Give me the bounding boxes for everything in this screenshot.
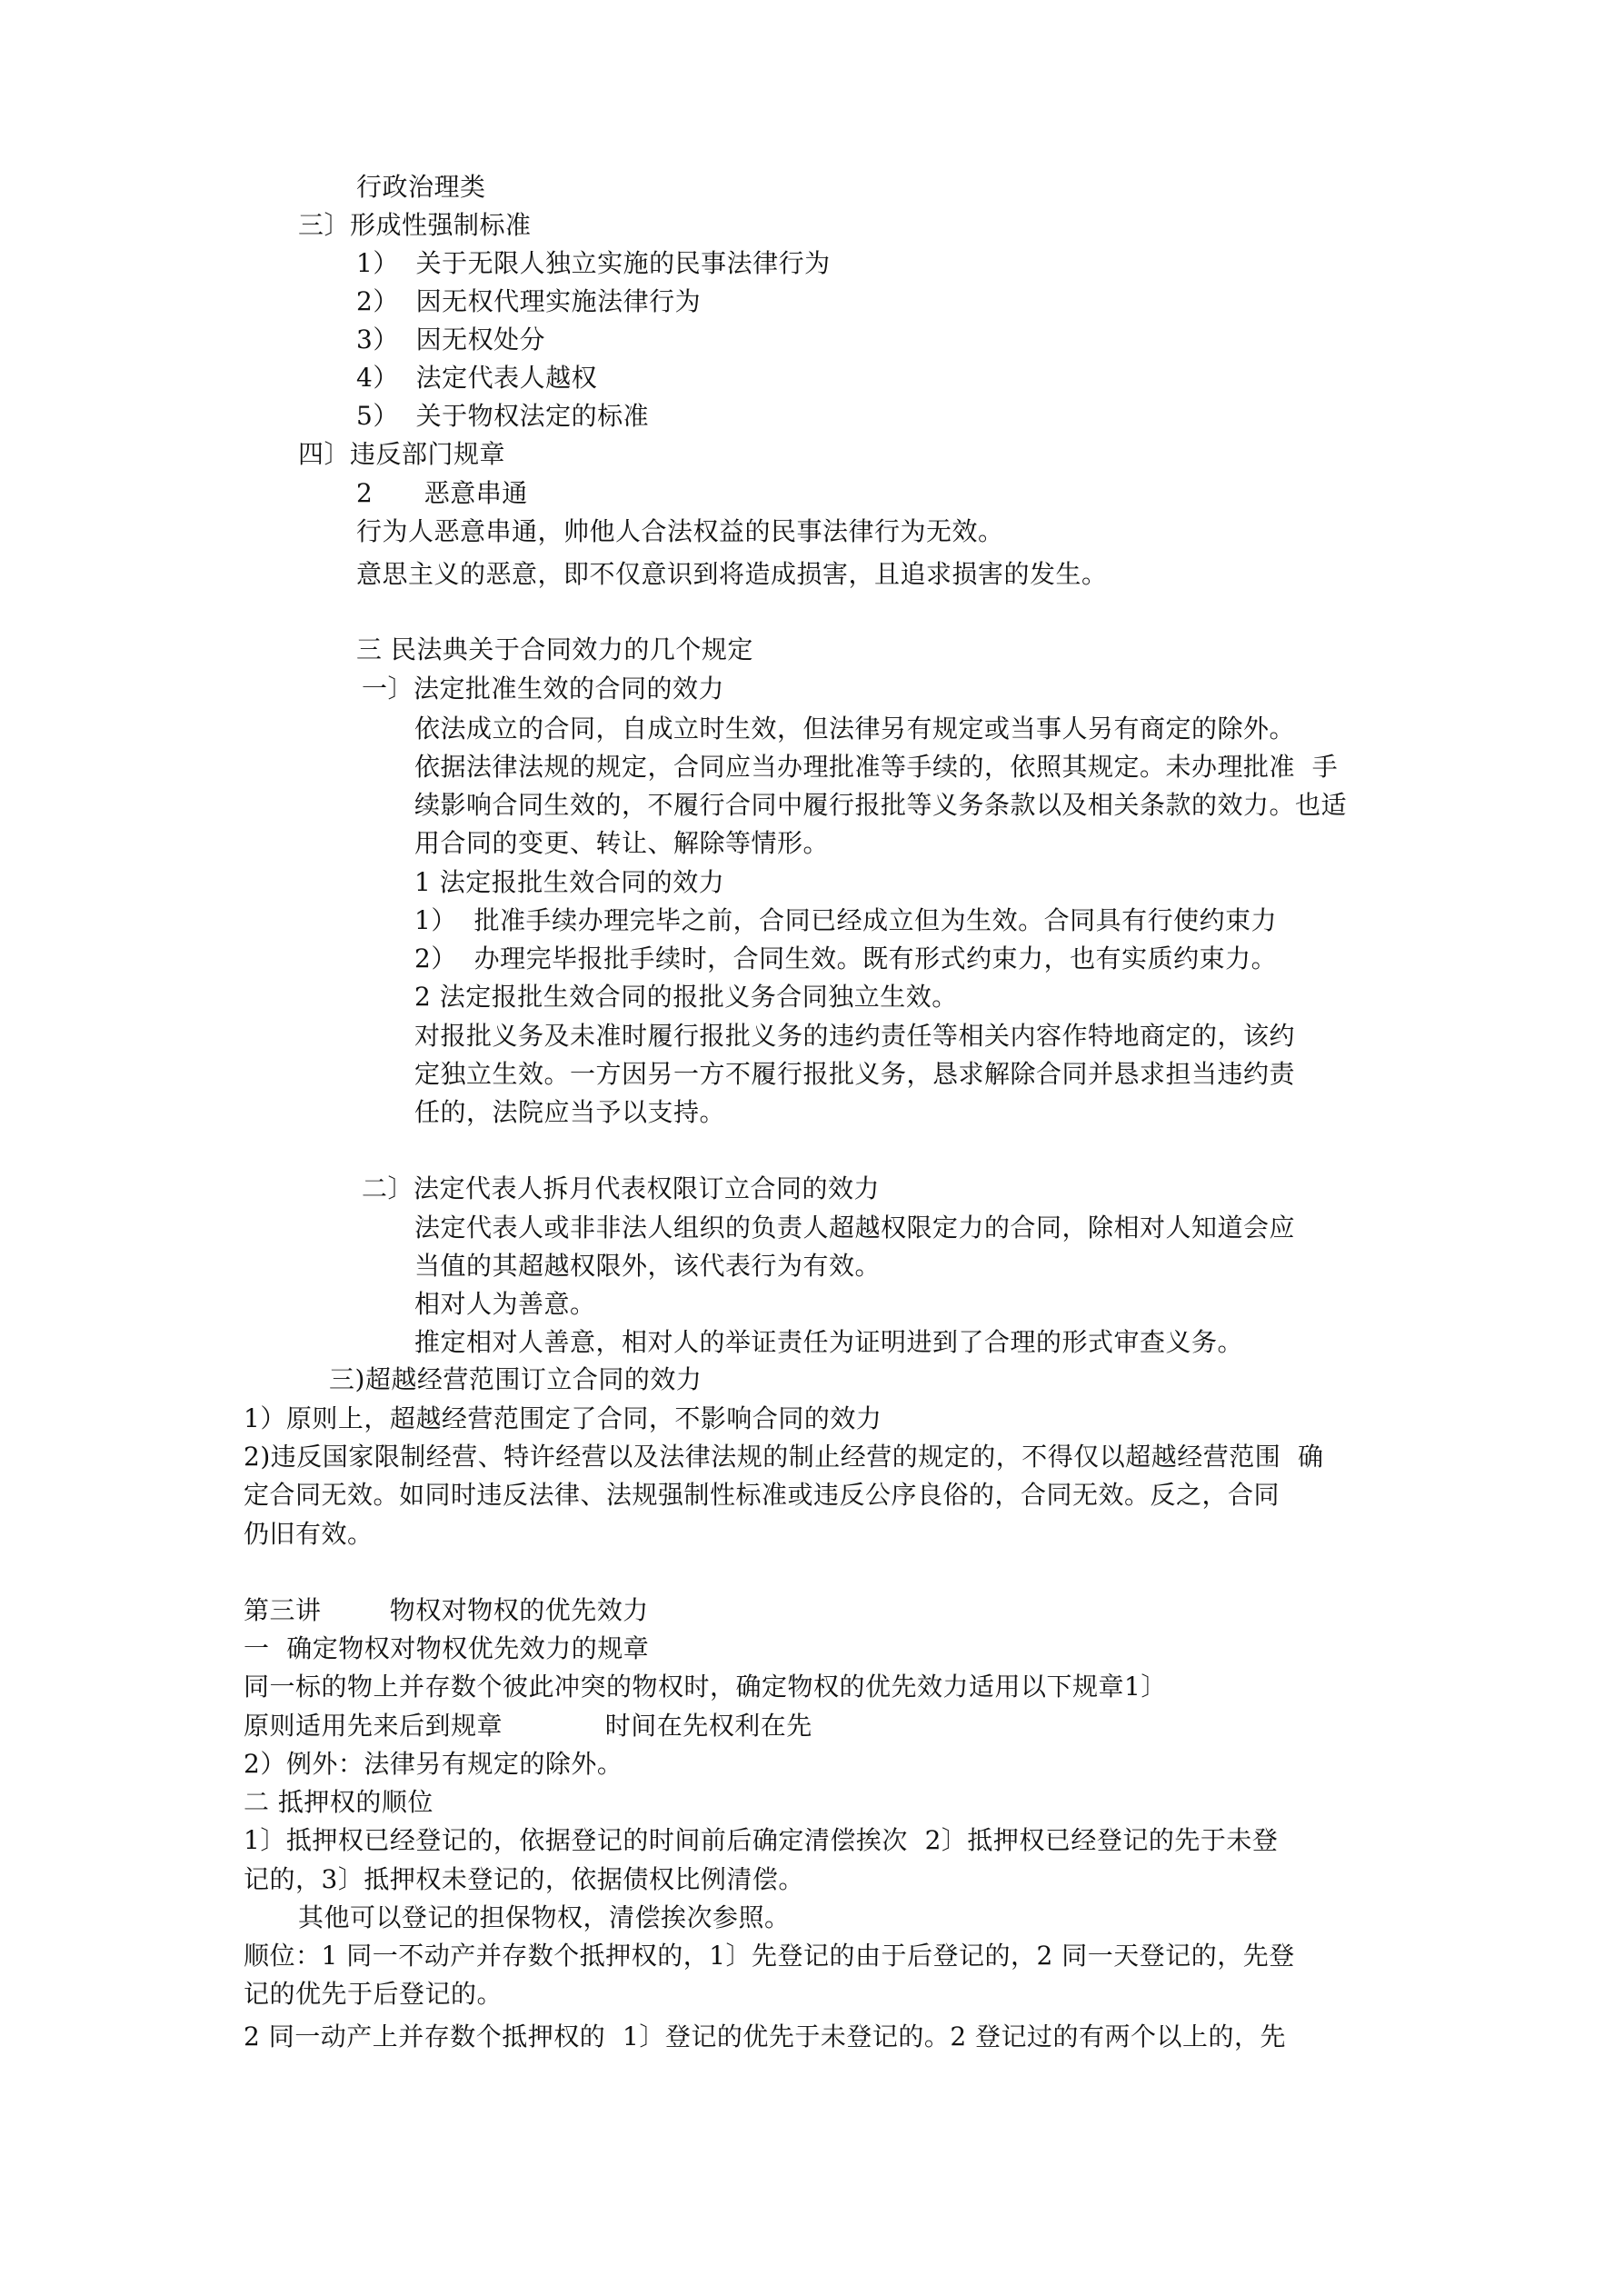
text-line: 定独立生效。一方因另一方不履行报批义务，恳求解除合同并恳求担当违约责 [414, 1059, 1296, 1089]
text-line: 相对人为善意。 [414, 1289, 596, 1319]
text-line: 原则适用先来后到规章 时间在先权利在先 [244, 1711, 812, 1741]
text-line: 3） 因无权处分 [356, 324, 546, 354]
text-line: 依据法律法规的规定，合同应当办理批准等手续的，依照其规定。未办理批准 手 [414, 752, 1339, 782]
text-line: 1〕抵押权已经登记的，依据登记的时间前后确定清偿挨次 2〕抵押权已经登记的先于未登 [244, 1825, 1279, 1855]
text-line: 2） 因无权代理实施法律行为 [356, 286, 702, 316]
text-line: 4） 法定代表人越权 [356, 363, 598, 393]
text-line: 二〕法定代表人拆月代表权限订立合同的效力 [362, 1173, 881, 1203]
text-line: 记的优先于后登记的。 [244, 1979, 503, 2009]
text-line: 二 抵押权的顺位 [244, 1787, 433, 1817]
text-line: 记的，3〕抵押权未登记的，依据债权比例清偿。 [244, 1864, 804, 1894]
text-line: 续影响合同生效的，不履行合同中履行报批等义务条款以及相关条款的效力。也适 [414, 790, 1348, 820]
text-line: 2)违反国家限制经营、特许经营以及法律法规的制止经营的规定的，不得仅以超越经营范围 确 [244, 1442, 1324, 1472]
text-line: 1） 关于无限人独立实施的民事法律行为 [356, 248, 831, 278]
text-line: 推定相对人善意，相对人的举证责任为证明进到了合理的形式审查义务。 [414, 1327, 1244, 1357]
lecture-heading: 第三讲 物权对物权的优先效力 [244, 1595, 649, 1625]
text-line: 三〕形成性强制标准 [298, 210, 532, 240]
text-line: 一〕法定批准生效的合同的效力 [362, 674, 725, 704]
text-line: 2）例外：法律另有规定的除外。 [244, 1749, 623, 1779]
text-line: 任的，法院应当予以支持。 [414, 1097, 726, 1127]
text-line: 顺位：1 同一不动产并存数个抵押权的，1〕先登记的由于后登记的，2 同一天登记的，先登 [244, 1941, 1295, 1971]
text-line: 当值的其超越权限外，该代表行为有效。 [414, 1251, 882, 1281]
text-line: 用合同的变更、转让、解除等情形。 [414, 828, 830, 858]
text-line: 1）原则上，超越经营范围定了合同，不影响合同的效力 [244, 1403, 882, 1433]
text-line: 法定代表人或非非法人组织的负责人超越权限定力的合同，除相对人知道会应 [414, 1213, 1296, 1243]
text-line: 2 恶意串通 [356, 478, 528, 508]
text-line: 四〕违反部门规章 [298, 439, 506, 469]
text-line: 对报批义务及未准时履行报批义务的违约责任等相关内容作特地商定的，该约 [414, 1021, 1296, 1051]
text-line: 同一标的物上并存数个彼此冲突的物权时，确定物权的优先效力适用以下规章1〕 [244, 1672, 1167, 1702]
text-line: 一 确定物权对物权优先效力的规章 [244, 1633, 650, 1663]
text-line: 5） 关于物权法定的标准 [356, 401, 650, 431]
text-line: 行为人恶意串通，帅他人合法权益的民事法律行为无效。 [356, 516, 1004, 546]
text-line: 定合同无效。如同时违反法律、法规强制性标准或违反公序良俗的，合同无效。反之，合同 [244, 1480, 1280, 1510]
text-line: 其他可以登记的担保物权，清偿挨次参照。 [298, 1902, 791, 1932]
text-line: 2 法定报批生效合同的报批义务合同独立生效。 [414, 982, 958, 1012]
section-heading: 三 民法典关于合同效力的几个规定 [356, 634, 753, 664]
text-line: 2） 办理完毕报批手续时，合同生效。既有形式约束力，也有实质约束力。 [414, 943, 1278, 973]
text-line: 2 同一动产上并存数个抵押权的 1〕登记的优先于未登记的。2 登记过的有两个以上的，先 [244, 2021, 1287, 2051]
text-line: 行政治理类 [356, 172, 486, 202]
text-line: 仍旧有效。 [244, 1519, 374, 1549]
text-line: 三)超越经营范围订立合同的效力 [329, 1364, 702, 1394]
text-line: 1） 批准手续办理完毕之前，合同已经成立但为生效。合同具有行使约束力 [414, 905, 1278, 935]
text-line: 意思主义的恶意，即不仅意识到将造成损害，且追求损害的发生。 [356, 559, 1108, 589]
text-line: 依法成立的合同，自成立时生效，但法律另有规定或当事人另有商定的除外。 [414, 714, 1296, 744]
text-line: 1 法定报批生效合同的效力 [414, 867, 725, 897]
